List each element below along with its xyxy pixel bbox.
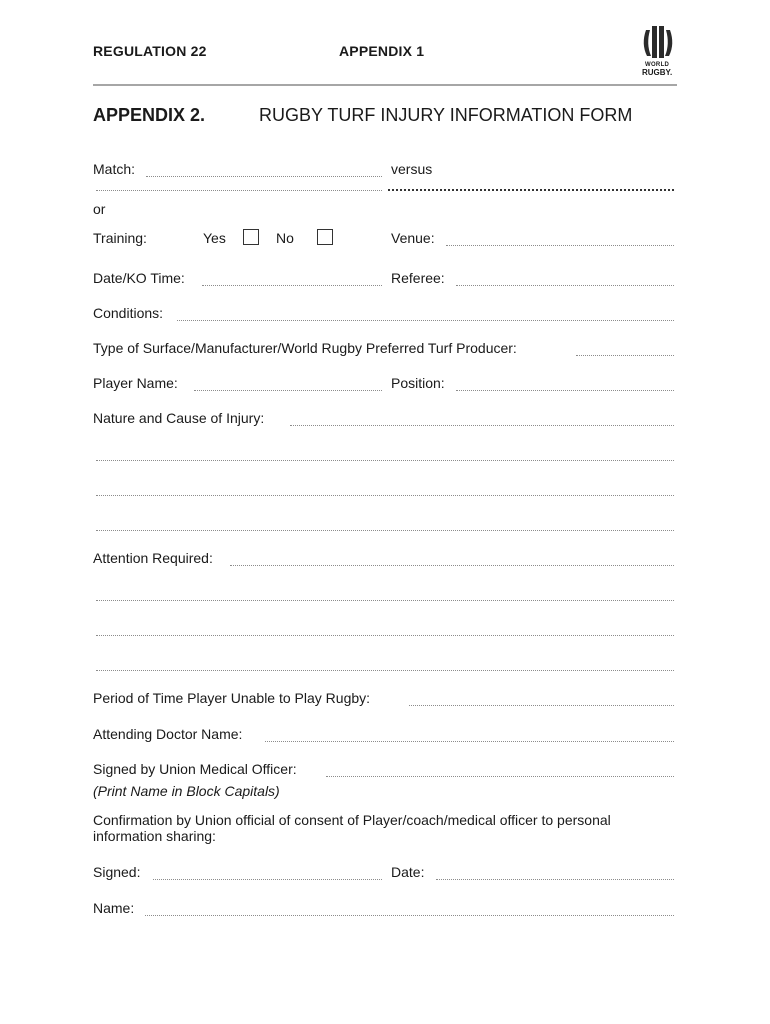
name-field[interactable] [145, 903, 674, 916]
referee-field[interactable] [456, 273, 674, 286]
logo-line-1: WORLD [645, 62, 670, 68]
or-label: or [93, 201, 106, 217]
versus-label: versus [391, 161, 433, 177]
date-field[interactable] [436, 867, 674, 880]
doctor-label: Attending Doctor Name: [93, 726, 243, 742]
signed-umo-label: Signed by Union Medical Officer: [93, 761, 297, 777]
period-field[interactable] [409, 693, 674, 706]
player-name-field[interactable] [194, 378, 382, 391]
conditions-label: Conditions: [93, 305, 164, 321]
confirmation-text: Confirmation by Union official of consent of Player/coach/medical officer to personal information sharing: [93, 812, 611, 844]
attention-field-line-4[interactable] [96, 658, 674, 671]
name-label: Name: [93, 900, 135, 916]
print-name-note: (Print Name in Block Capitals) [93, 783, 280, 799]
signed-field[interactable] [153, 867, 382, 880]
form-title: RUGBY TURF INJURY INFORMATION FORM [259, 105, 633, 125]
match-team-a-field[interactable] [96, 178, 382, 191]
nature-field[interactable] [290, 413, 674, 426]
logo-line-2: RUGBY. [642, 68, 673, 77]
appendix-number: APPENDIX 2. [93, 105, 206, 125]
venue-label: Venue: [391, 230, 435, 246]
match-team-b-field[interactable] [388, 177, 674, 191]
nature-field-line-4[interactable] [96, 518, 674, 531]
nature-field-line-3[interactable] [96, 483, 674, 496]
training-no-label: No [276, 230, 294, 246]
period-label: Period of Time Player Unable to Play Rugby: [93, 690, 371, 706]
signed-umo-field[interactable] [326, 764, 674, 777]
header-appendix: APPENDIX 1 [339, 43, 425, 59]
conditions-field[interactable] [177, 308, 674, 321]
match-field[interactable] [146, 164, 382, 177]
world-rugby-logo [636, 22, 684, 78]
position-field[interactable] [456, 378, 674, 391]
nature-field-line-2[interactable] [96, 448, 674, 461]
attention-field-line-2[interactable] [96, 588, 674, 601]
training-no-checkbox[interactable] [317, 229, 333, 245]
surface-field[interactable] [576, 343, 674, 356]
attention-field[interactable] [230, 553, 674, 566]
doctor-field[interactable] [265, 729, 674, 742]
venue-field[interactable] [446, 233, 674, 246]
header-regulation: REGULATION 22 [93, 43, 207, 59]
position-label: Position: [391, 375, 445, 391]
training-yes-label: Yes [203, 230, 226, 246]
date-ko-label: Date/KO Time: [93, 270, 185, 286]
date-label: Date: [391, 864, 425, 880]
match-label: Match: [93, 161, 136, 177]
training-label: Training: [93, 230, 147, 246]
nature-label: Nature and Cause of Injury: [93, 410, 265, 426]
player-name-label: Player Name: [93, 375, 178, 391]
referee-label: Referee: [391, 270, 445, 286]
surface-label: Type of Surface/Manufacturer/World Rugby Preferred Turf Producer: [93, 340, 517, 356]
date-ko-field[interactable] [202, 273, 382, 286]
attention-label: Attention Required: [93, 550, 213, 566]
attention-field-line-3[interactable] [96, 623, 674, 636]
signed-label: Signed: [93, 864, 141, 880]
header-rule [93, 84, 677, 86]
training-yes-checkbox[interactable] [243, 229, 259, 245]
